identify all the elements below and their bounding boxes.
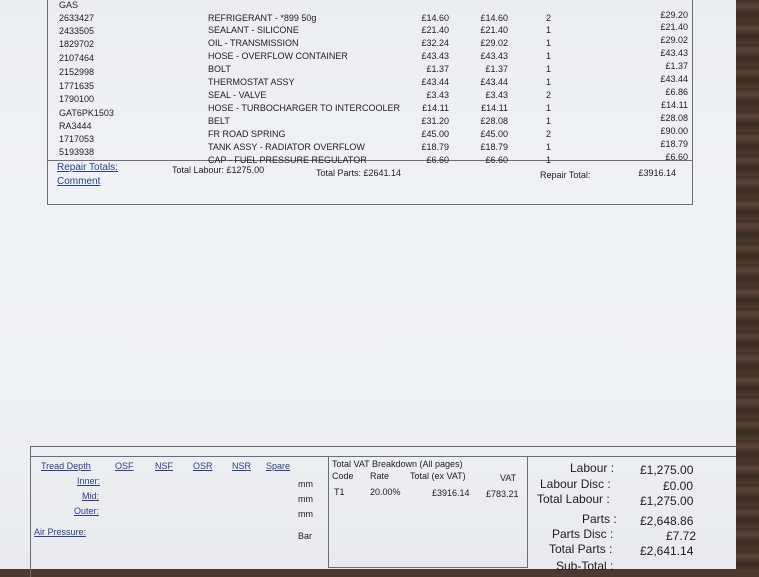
vat-header-rate: Rate xyxy=(370,471,390,481)
line-total: £14.11 xyxy=(661,100,688,110)
vat-title: Total VAT Breakdown (All pages) xyxy=(332,459,463,469)
part-description: THERMOSTAT ASSY xyxy=(208,77,295,87)
net-price: £45.00 xyxy=(480,129,508,139)
part-description: REFRIGERANT - *899 50g xyxy=(208,13,317,23)
quantity: 1 xyxy=(546,155,552,165)
unit-price: £21.40 xyxy=(421,25,449,35)
net-price: £1.37 xyxy=(485,64,508,74)
labour-disc-label: Labour Disc : xyxy=(540,477,611,491)
part-description: FR ROAD SPRING xyxy=(208,129,286,139)
part-code: 2633427 xyxy=(59,13,95,23)
part-description: OIL - TRANSMISSION xyxy=(208,38,299,48)
tread-osr-label: OSR xyxy=(193,461,213,471)
air-pressure-label: Air Pressure: xyxy=(34,527,87,537)
vat-header-vat: VAT xyxy=(500,473,517,483)
unit-price: £1.37 xyxy=(426,64,449,74)
table-row xyxy=(0,50,736,63)
tread-inner-label: Inner: xyxy=(77,476,101,486)
line-total: £6.86 xyxy=(665,87,688,97)
desk-background xyxy=(736,0,759,569)
part-code: RA3444 xyxy=(59,121,92,131)
net-price: £29.02 xyxy=(480,38,508,48)
labour-value: £1,275.00 xyxy=(640,463,694,477)
vat-value: £783.21 xyxy=(486,489,519,499)
part-code: GAS xyxy=(59,0,79,10)
total-labour-value: £1,275.00 xyxy=(640,494,694,508)
table-row xyxy=(0,89,736,102)
tread-outer-label: Outer: xyxy=(74,506,100,516)
table-row xyxy=(0,63,736,76)
repair-total-label: Repair Total: xyxy=(540,170,591,180)
table-row xyxy=(0,0,736,12)
parts-disc-value: £7.72 xyxy=(666,529,697,543)
part-code: 2107464 xyxy=(59,53,95,63)
part-description: SEAL - VALVE xyxy=(208,90,267,100)
part-code: 1790100 xyxy=(59,94,95,104)
line-total: £43.43 xyxy=(660,48,688,58)
total-parts-label: Total Parts : xyxy=(549,542,613,556)
vat-header-total: Total (ex VAT) xyxy=(410,471,466,481)
net-price: £28.08 xyxy=(480,116,508,126)
unit-price: £45.00 xyxy=(421,129,449,139)
table-row xyxy=(0,37,736,50)
part-code: 1771635 xyxy=(59,81,95,91)
unit-price: £31.20 xyxy=(421,116,449,126)
table-row xyxy=(0,24,736,37)
quantity: 1 xyxy=(546,77,552,87)
vat-total: £3916.14 xyxy=(432,488,470,498)
part-code: 1829702 xyxy=(59,39,95,49)
comment-label: Comment xyxy=(57,176,101,187)
line-total: £21.40 xyxy=(660,22,688,32)
tread-depth-label: Tread Depth xyxy=(41,461,91,471)
quantity: 1 xyxy=(546,38,552,48)
quantity: 2 xyxy=(546,90,552,100)
unit-price: £6.60 xyxy=(426,155,449,165)
pressure-unit: Bar xyxy=(298,531,313,541)
total-parts-value: £2,641.14 xyxy=(640,544,694,558)
part-code: GAT6PK1503 xyxy=(59,108,114,118)
net-price: £14.60 xyxy=(480,13,508,23)
part-code: 2152998 xyxy=(59,67,95,77)
table-row xyxy=(0,76,736,89)
net-price: £6.60 xyxy=(485,155,508,165)
quantity: 2 xyxy=(546,129,552,139)
unit-price: £43.44 xyxy=(421,77,449,87)
outer-unit: mm xyxy=(298,509,313,519)
unit-price: £14.60 xyxy=(421,13,449,23)
parts-disc-label: Parts Disc : xyxy=(552,527,614,541)
line-total: £28.08 xyxy=(660,113,688,123)
parts-label: Parts : xyxy=(582,512,617,526)
part-description: HOSE - TURBOCHARGER TO INTERCOOLER xyxy=(208,103,401,113)
quantity: 1 xyxy=(546,51,552,61)
total-labour-text: Total Labour: £1275.00 xyxy=(172,165,265,175)
repair-total-value: £3916.14 xyxy=(638,168,676,178)
subtotal-label: Sub-Total : xyxy=(556,559,614,573)
labour-label: Labour : xyxy=(570,461,615,475)
line-total: £1.37 xyxy=(665,61,688,71)
quantity: 1 xyxy=(546,116,552,126)
part-description: TANK ASSY - RADIATOR OVERFLOW xyxy=(208,142,365,152)
vat-header-code: Code xyxy=(332,471,354,481)
net-price: £14.11 xyxy=(481,103,508,113)
labour-disc-value: £0.00 xyxy=(663,479,694,493)
total-parts-text: Total Parts: £2641.14 xyxy=(316,168,402,178)
unit-price: £32.24 xyxy=(421,38,449,48)
unit-price: £43.43 xyxy=(421,51,449,61)
vat-rate: 20.00% xyxy=(370,487,401,497)
part-code: 2433505 xyxy=(59,26,95,36)
parts-value: £2,648.86 xyxy=(640,514,694,528)
total-labour-label: Total Labour : xyxy=(537,492,610,506)
line-total: £29.20 xyxy=(660,10,688,20)
quantity: 1 xyxy=(546,64,552,74)
line-total: £18.79 xyxy=(660,139,688,149)
part-code: 5193938 xyxy=(59,147,95,157)
tread-osf-label: OSF xyxy=(115,461,134,471)
tread-nsr-label: NSR xyxy=(232,461,252,471)
net-price: £21.40 xyxy=(480,25,508,35)
tread-mid-label: Mid: xyxy=(82,491,100,501)
quantity: 1 xyxy=(546,142,552,152)
line-total: £29.02 xyxy=(660,35,688,45)
part-description: BELT xyxy=(208,116,230,126)
net-price: £18.79 xyxy=(480,142,508,152)
unit-price: £3.43 xyxy=(426,90,449,100)
part-description: BOLT xyxy=(208,64,231,74)
unit-price: £14.11 xyxy=(422,103,449,113)
quantity: 1 xyxy=(546,25,552,35)
line-total: £6.60 xyxy=(665,152,688,162)
tread-nsf-label: NSF xyxy=(155,461,173,471)
line-total: £90.00 xyxy=(660,126,688,136)
tread-spare-label: Spare xyxy=(266,461,291,471)
net-price: £43.43 xyxy=(480,51,508,61)
mid-unit: mm xyxy=(298,494,313,504)
quantity: 2 xyxy=(546,13,552,23)
part-description: CAP - FUEL PRESSURE REGULATOR xyxy=(208,155,367,165)
part-code: 1717053 xyxy=(59,134,95,144)
net-price: £3.43 xyxy=(485,90,508,100)
repair-totals-label: Repair Totals: xyxy=(57,162,118,173)
line-total: £43.44 xyxy=(660,74,688,84)
net-price: £43.44 xyxy=(480,77,508,87)
part-description: SEALANT - SILICONE xyxy=(208,25,299,35)
inner-unit: mm xyxy=(298,479,313,489)
unit-price: £18.79 xyxy=(421,142,449,152)
part-description: HOSE - OVERFLOW CONTAINER xyxy=(208,51,348,61)
quantity: 1 xyxy=(546,103,552,113)
vat-code: T1 xyxy=(334,487,345,497)
